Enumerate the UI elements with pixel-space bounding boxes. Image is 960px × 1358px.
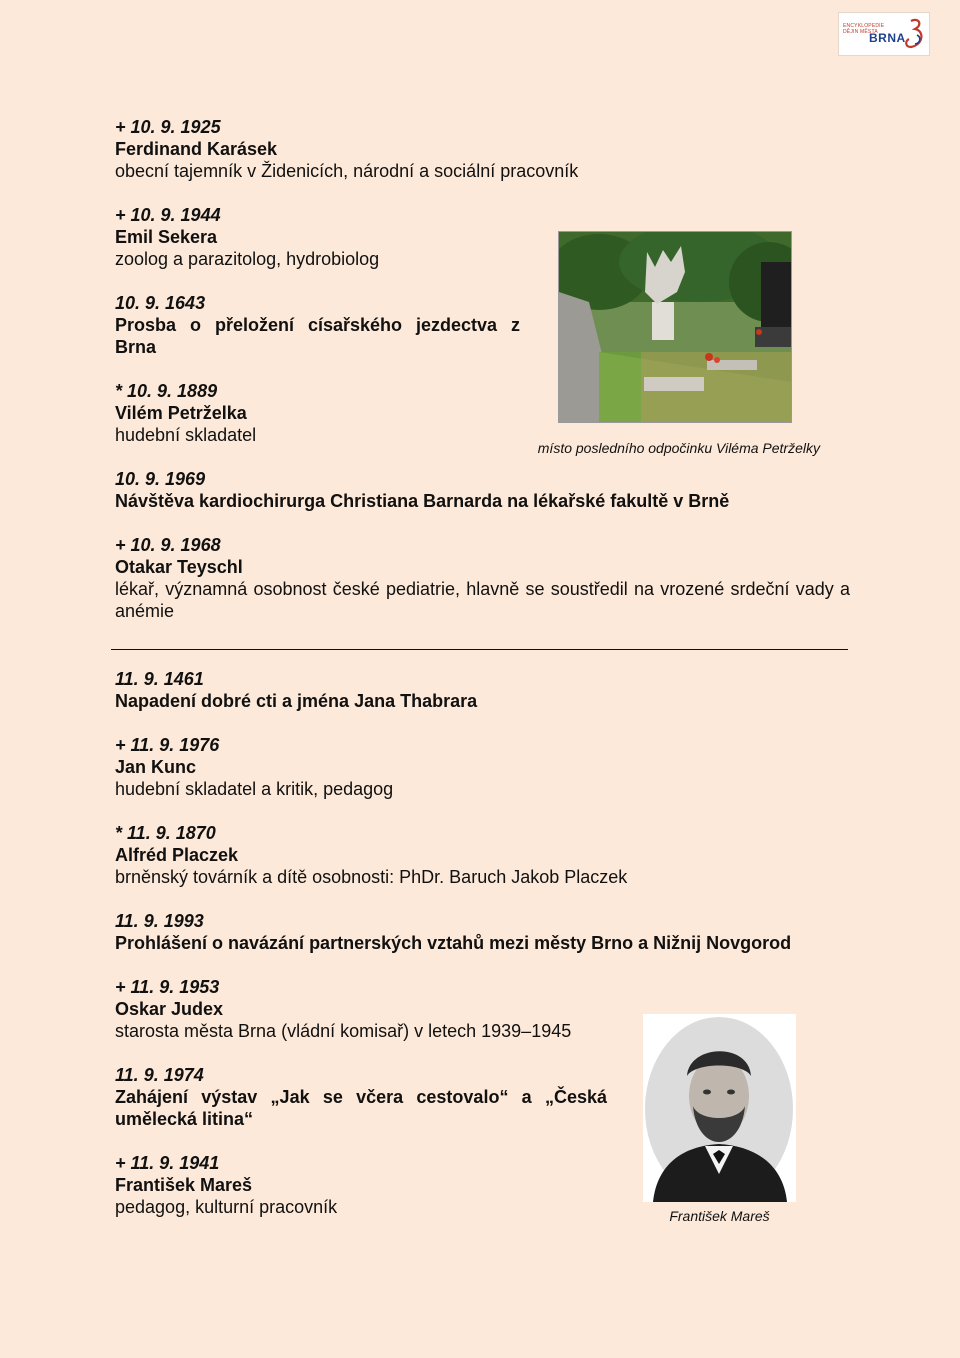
entry-teyschl [115, 534, 850, 622]
entry-novgorod [115, 910, 850, 954]
entry-desc: zoolog a parazitolog, hydrobiolog [115, 249, 380, 269]
entry-date: + 11. 9. 1941 [115, 1153, 220, 1173]
section-divider [111, 649, 848, 650]
entry-title: František Mareš [115, 1175, 253, 1195]
entry-desc: brněnský továrník a dítě osobnosti: PhDr. Baruch Jakob Placzek [115, 867, 628, 887]
entry-date: * 11. 9. 1870 [115, 823, 216, 843]
entry-title: Otakar Teyschl [115, 557, 243, 577]
entry-date: 11. 9. 1993 [115, 911, 204, 931]
mares-portrait-caption: František Mareš [669, 1208, 770, 1224]
entry-title: Prohlášení o navázání partnerských vztahů mezi městy Brno a Nižnij Novgorod [115, 933, 792, 953]
entry-kunc [115, 734, 850, 800]
entry-date: + 10. 9. 1968 [115, 535, 221, 555]
entry-date: 11. 9. 1461 [115, 669, 204, 689]
entry-title: Napadení dobré cti a jména Jana Thabrara [115, 691, 478, 711]
entry-title: Ferdinand Karásek [115, 139, 278, 159]
grave-photo-caption: místo posledního odpočinku Viléma Petrželky [537, 440, 820, 456]
entry-date: + 11. 9. 1953 [115, 977, 220, 997]
entry-title: Prosba o přeložení císařského jezdectva z Brna [115, 315, 520, 357]
divider-spacer [115, 644, 850, 668]
entry-date: 10. 9. 1643 [115, 293, 206, 313]
entry-date: + 10. 9. 1944 [115, 205, 221, 225]
entry-desc: lékař, významná osobnost české pediatrie, hlavně se soustředil na vrozené srdeční vady a anémie [115, 579, 850, 621]
entry-desc: obecní tajemník v Židenicích, národní a sociální pracovník [115, 161, 579, 181]
entry-thabrar [115, 668, 850, 712]
entry-title: Zahájení výstav „Jak se včera cestovalo“ a „Česká umělecká litina“ [115, 1087, 607, 1129]
entry-desc: hudební skladatel a kritik, pedagog [115, 779, 394, 799]
entry-title: Vilém Petrželka [115, 403, 247, 423]
entry-date: 11. 9. 1974 [115, 1065, 204, 1085]
entry-date: + 10. 9. 1925 [115, 117, 221, 137]
entry-title: Návštěva kardiochirurga Christiana Barnarda na lékařské fakultě v Brně [115, 491, 730, 511]
logo-big-text: BRNA [869, 31, 906, 45]
entry-barnard [115, 468, 850, 512]
logo-small-text: ENCYKLOPEDIE DĚJIN MĚSTA [843, 23, 885, 35]
logo-heart-icon [903, 17, 927, 51]
entry-karasek [115, 116, 850, 182]
entry-desc: pedagog, kulturní pracovník [115, 1197, 338, 1217]
encyclopedia-logo [838, 12, 930, 56]
entry-date: 10. 9. 1969 [115, 469, 206, 489]
entry-date: * 10. 9. 1889 [115, 381, 218, 401]
entry-date: + 11. 9. 1976 [115, 735, 220, 755]
entry-placzek [115, 822, 850, 888]
grave-photo [558, 231, 792, 423]
entry-desc: starosta města Brna (vládní komisař) v letech 1939–1945 [115, 1021, 572, 1041]
entry-title: Jan Kunc [115, 757, 197, 777]
entry-desc: hudební skladatel [115, 425, 257, 445]
mares-portrait [643, 1014, 796, 1202]
entry-title: Emil Sekera [115, 227, 218, 247]
entry-title: Alfréd Placzek [115, 845, 239, 865]
entry-title: Oskar Judex [115, 999, 224, 1019]
